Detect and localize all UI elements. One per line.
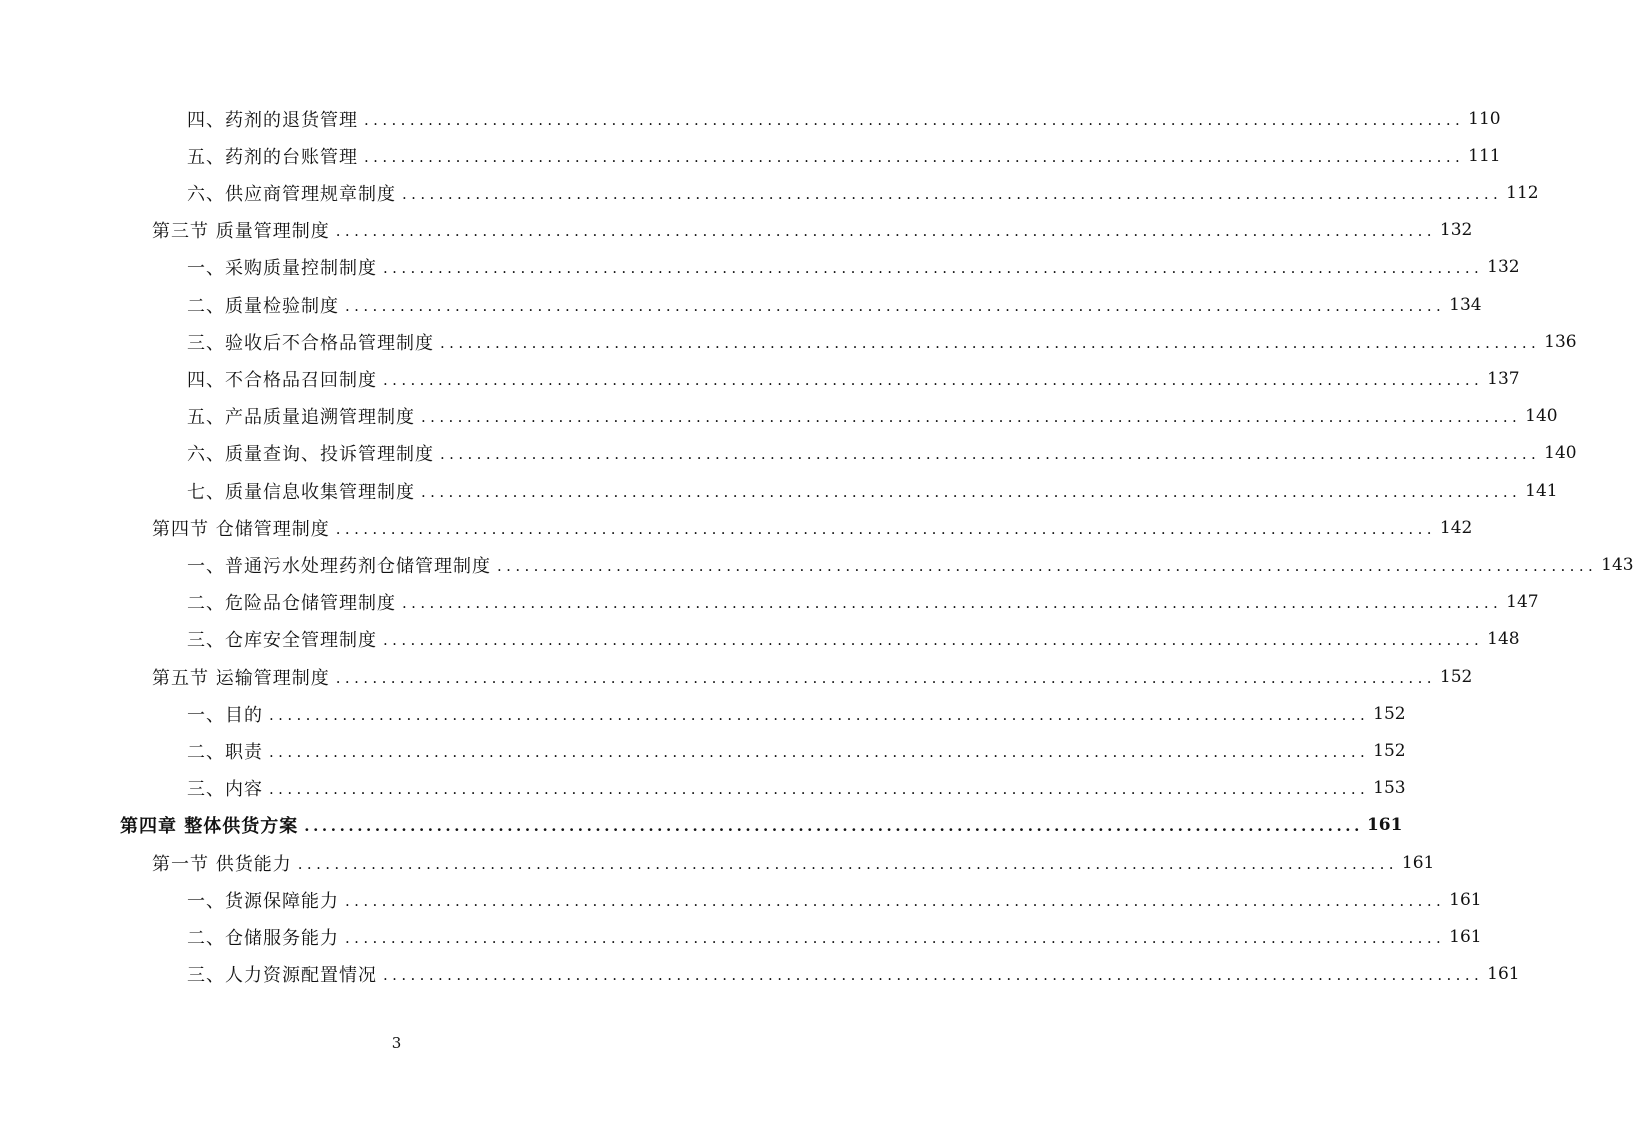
toc-entry-title: 二、仓储服务能力 — [187, 927, 339, 949]
toc-entry-title: 七、质量信息收集管理制度 — [187, 481, 415, 503]
toc-dot-leader: ........................................................................................................................ — [269, 780, 1370, 799]
toc-entry-title: 第一节 供货能力 — [152, 853, 292, 875]
toc-entry-title: 五、药剂的台账管理 — [187, 146, 358, 168]
toc-entry-page-number: 137 — [1487, 368, 1520, 389]
toc-entry-page-number: 161 — [1366, 815, 1403, 836]
toc-entry[interactable] — [152, 212, 1473, 249]
toc-entry-page-number: 153 — [1373, 778, 1406, 799]
toc-entry-page-number: 140 — [1525, 406, 1558, 427]
toc-entry-title: 第三节 质量管理制度 — [152, 221, 330, 243]
toc-entry[interactable] — [187, 695, 1406, 732]
toc-entry-page-number: 161 — [1487, 964, 1520, 985]
toc-entry-title: 二、质量检验制度 — [187, 295, 339, 317]
toc-entry[interactable] — [187, 472, 1558, 509]
toc-dot-leader: ........................................................................................................................ — [383, 370, 1484, 389]
toc-entry-page-number: 112 — [1506, 182, 1539, 203]
toc-entry[interactable] — [187, 732, 1406, 769]
toc-entry[interactable] — [187, 881, 1482, 918]
toc-entry-title: 第四章 整体供货方案 — [120, 816, 299, 838]
toc-dot-leader: ........................................................................................................................ — [383, 631, 1484, 650]
toc-entry-title: 第五节 运输管理制度 — [152, 667, 330, 689]
toc-dot-leader: ........................................................................................................................ — [383, 966, 1484, 985]
toc-entry-page-number: 110 — [1468, 108, 1501, 129]
toc-dot-leader: ........................................................................................................................ — [269, 742, 1370, 761]
toc-entry-title: 三、人力资源配置情况 — [187, 965, 377, 987]
toc-dot-leader: ........................................................................................................................ — [364, 110, 1465, 129]
toc-entry-title: 三、内容 — [187, 779, 263, 801]
toc-entry[interactable] — [187, 137, 1501, 174]
toc-dot-leader: ........................................................................................................................ — [269, 705, 1370, 724]
toc-entry[interactable] — [187, 323, 1577, 360]
toc-entry[interactable] — [187, 174, 1539, 211]
toc-entry[interactable] — [187, 546, 1634, 583]
toc-dot-leader: ........................................................................................................................ — [421, 408, 1522, 427]
toc-entry-title: 四、不合格品召回制度 — [187, 369, 377, 391]
toc-dot-leader: ........................................................................................................................ — [364, 147, 1465, 166]
toc-entry-page-number: 132 — [1487, 257, 1520, 278]
toc-entry-title: 三、验收后不合格品管理制度 — [187, 332, 434, 354]
toc-entry[interactable] — [187, 360, 1520, 397]
toc-entry-title: 一、采购质量控制制度 — [187, 258, 377, 280]
toc-entry[interactable] — [152, 658, 1473, 695]
toc-dot-leader: ........................................................................................................................ — [440, 445, 1541, 464]
toc-entry-page-number: 147 — [1506, 592, 1539, 613]
toc-entry-page-number: 161 — [1449, 889, 1482, 910]
toc-dot-leader: ........................................................................................................................ — [402, 184, 1503, 203]
toc-entry-title: 一、货源保障能力 — [187, 890, 339, 912]
toc-entry[interactable] — [187, 956, 1520, 993]
toc-entry-title: 一、普通污水处理药剂仓储管理制度 — [187, 555, 491, 577]
toc-entry-title: 六、供应商管理规章制度 — [187, 183, 396, 205]
toc-entry-page-number: 143 — [1601, 554, 1634, 575]
toc-entry-page-number: 152 — [1439, 666, 1473, 687]
toc-dot-leader: ........................................................................................................................ — [304, 817, 1363, 836]
toc-dot-leader: ........................................................................................................................ — [402, 594, 1503, 613]
toc-dot-leader: ........................................................................................................................ — [497, 556, 1598, 575]
toc-entry-page-number: 161 — [1449, 926, 1482, 947]
toc-entry[interactable] — [187, 770, 1406, 807]
toc-entry-title: 二、危险品仓储管理制度 — [187, 593, 396, 615]
toc-entry-page-number: 132 — [1439, 220, 1473, 241]
toc-dot-leader: ........................................................................................................................ — [335, 519, 1436, 538]
toc-dot-leader: ........................................................................................................................ — [335, 222, 1436, 241]
toc-entry-title: 四、药剂的退货管理 — [187, 109, 358, 131]
toc-entry-title: 三、仓库安全管理制度 — [187, 630, 377, 652]
toc-dot-leader: ........................................................................................................................ — [345, 296, 1446, 315]
toc-dot-leader: ........................................................................................................................ — [383, 259, 1484, 278]
toc-entry[interactable] — [187, 584, 1539, 621]
toc-dot-leader: ........................................................................................................................ — [440, 333, 1541, 352]
toc-entry-page-number: 136 — [1544, 331, 1577, 352]
toc-dot-leader: ........................................................................................................................ — [335, 668, 1436, 687]
toc-entry-page-number: 152 — [1373, 703, 1406, 724]
toc-entry-title: 一、目的 — [187, 704, 263, 726]
toc-entry[interactable] — [152, 844, 1435, 881]
toc-entry-page-number: 152 — [1373, 740, 1406, 761]
page-number: 3 — [391, 1034, 402, 1052]
toc-entry[interactable] — [187, 398, 1558, 435]
toc-dot-leader: ........................................................................................................................ — [345, 891, 1446, 910]
toc-entry[interactable] — [187, 286, 1482, 323]
toc-entry-page-number: 140 — [1544, 443, 1577, 464]
toc-entry[interactable] — [187, 621, 1520, 658]
toc-entry-title: 六、质量查询、投诉管理制度 — [187, 444, 434, 466]
toc-entry-page-number: 142 — [1439, 517, 1473, 538]
toc-entry-title: 五、产品质量追溯管理制度 — [187, 407, 415, 429]
toc-entry[interactable] — [120, 807, 1403, 844]
toc-dot-leader: ........................................................................................................................ — [421, 482, 1522, 501]
toc-entry[interactable] — [187, 918, 1482, 955]
toc-entry-page-number: 148 — [1487, 629, 1520, 650]
toc-entry-page-number: 161 — [1401, 852, 1435, 873]
toc-entry-page-number: 134 — [1449, 294, 1482, 315]
toc-entry-page-number: 141 — [1525, 480, 1558, 501]
toc-entry-page-number: 111 — [1468, 145, 1501, 166]
toc-entry[interactable] — [152, 509, 1473, 546]
toc-entry[interactable] — [187, 435, 1577, 472]
toc-entry[interactable] — [187, 249, 1520, 286]
toc-entry[interactable] — [187, 100, 1501, 137]
toc-entry-title: 二、职责 — [187, 741, 263, 763]
toc-dot-leader: ........................................................................................................................ — [297, 854, 1398, 873]
toc-dot-leader: ........................................................................................................................ — [345, 928, 1446, 947]
toc-entry-title: 第四节 仓储管理制度 — [152, 518, 330, 540]
